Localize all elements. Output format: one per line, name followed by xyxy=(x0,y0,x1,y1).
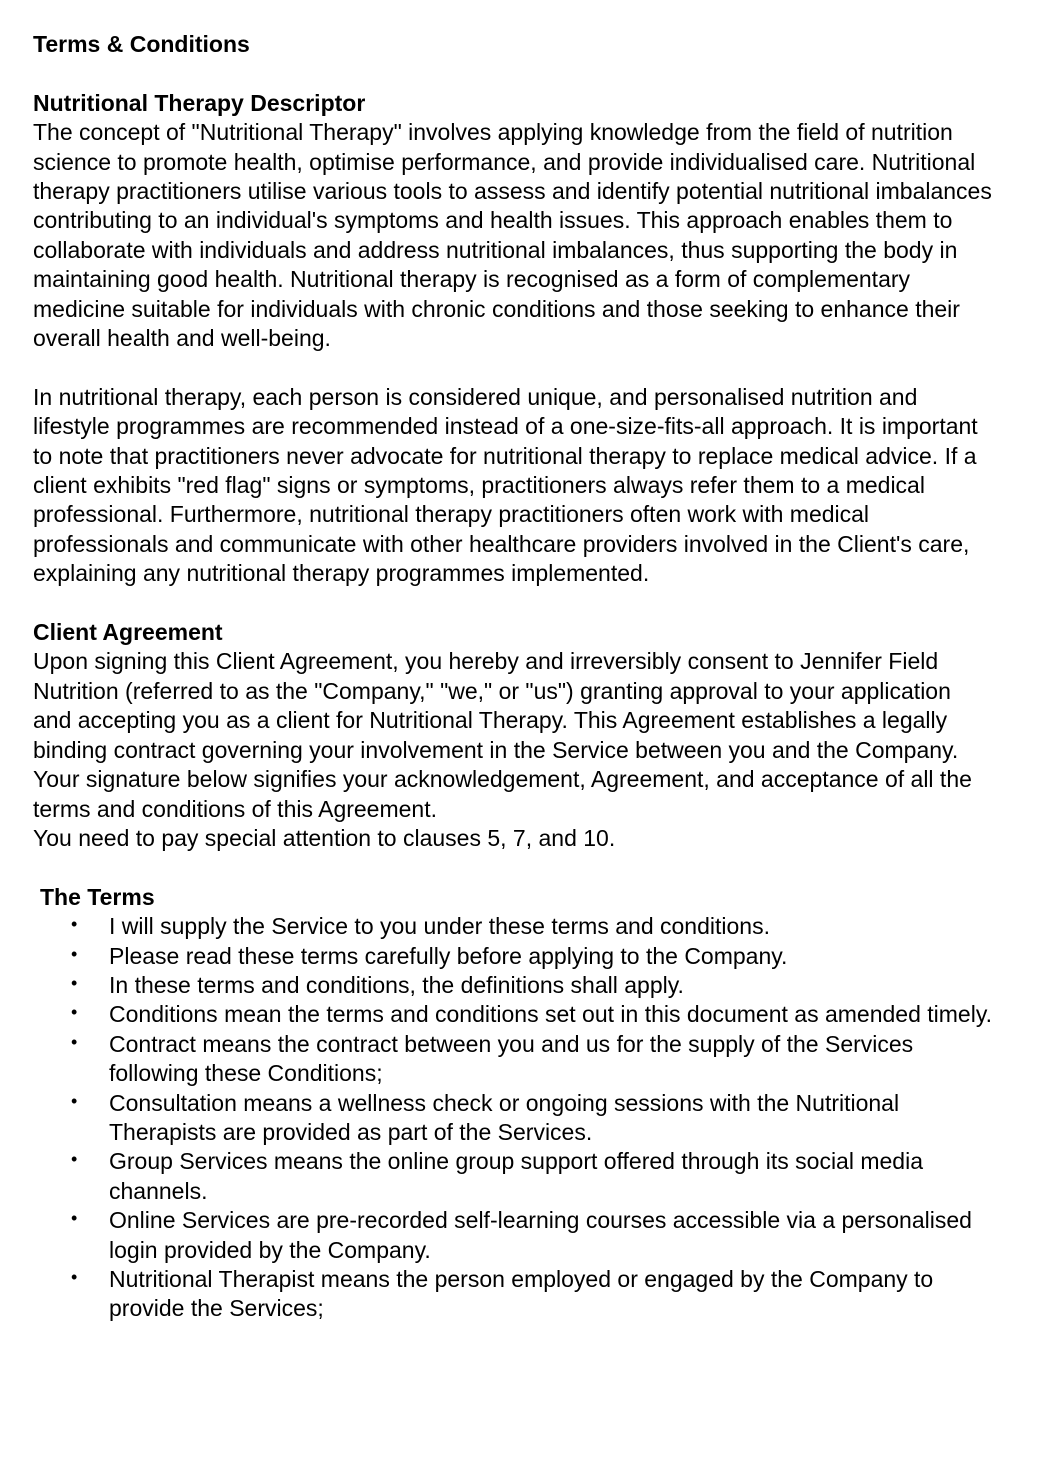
list-item xyxy=(33,1265,993,1324)
list-item-text: Contract means the contract between you and us for the supply of the Services following these Conditions; xyxy=(109,1030,914,1087)
list-item xyxy=(33,1000,993,1029)
document-title: Terms & Conditions xyxy=(33,31,250,57)
bullet-icon: • xyxy=(71,1208,78,1229)
list-item xyxy=(33,912,993,941)
nutritional-therapy-heading: Nutritional Therapy Descriptor xyxy=(33,89,366,116)
terms-heading: The Terms xyxy=(40,883,155,910)
spacer xyxy=(33,59,993,88)
list-item xyxy=(33,1030,993,1089)
bullet-icon: • xyxy=(71,1031,78,1052)
list-item-text: Consultation means a wellness check or ongoing sessions with the Nutritional Therapists are provided as part of the Services. xyxy=(109,1089,900,1145)
list-item-text: Please read these terms carefully before applying to the Company. xyxy=(109,942,788,969)
list-item xyxy=(33,1147,993,1206)
list-item-text: Conditions mean the terms and conditions set out in this document as amended timely. xyxy=(109,1001,992,1028)
client-agreement-heading: Client Agreement xyxy=(33,619,223,646)
list-item-text: Online Services are pre-recorded self-learning courses accessible via a personalised login provided by the Company. xyxy=(109,1207,972,1263)
spacer xyxy=(33,853,993,882)
list-item xyxy=(33,942,993,971)
list-item-text: I will supply the Service to you under these terms and conditions. xyxy=(109,913,770,940)
spacer xyxy=(33,353,993,382)
list-item xyxy=(33,971,993,1000)
nutritional-therapy-paragraph-1: The concept of "Nutritional Therapy" involves applying knowledge from the field of nutrition science to promote health, optimise performance, and provide individualised care. Nutritional therapy practitioners utilise various tools to assess and identify potential nutritional imbalances contributing to an individual's symptoms and health issues. This approach enables them to collaborate with individuals and address nutritional imbalances, thus supporting the body in maintaining good health. Nutritional therapy is recognised as a form of complementary medicine suitable for individuals with chronic conditions and those seeking to enhance their overall health and well-being. xyxy=(33,119,992,352)
list-item xyxy=(33,1089,993,1148)
bullet-icon: • xyxy=(71,1002,78,1023)
bullet-icon: • xyxy=(71,1090,78,1111)
spacer xyxy=(33,589,993,618)
bullet-icon: • xyxy=(71,1149,78,1170)
bullet-icon: • xyxy=(71,914,78,935)
client-agreement-paragraph-1: Upon signing this Client Agreement, you hereby and irreversibly consent to Jennifer Field Nutrition (referred to as the "Company," "we," or "us") granting approval to your application and accepting you as a client for Nutritional Therapy. This Agreement establishes a legally binding contract governing your involvement in the Service between you and the Company. Your signature below signifies your acknowledgement, Agreement, and acceptance of all the terms and conditions of this Agreement. xyxy=(33,648,972,822)
bullet-icon: • xyxy=(71,1267,78,1287)
terms-list xyxy=(33,912,993,1324)
nutritional-therapy-paragraph-2: In nutritional therapy, each person is considered unique, and personalised nutrition and lifestyle programmes are recommended instead of a one-size-fits-all approach. It is important to note that practitioners never advocate for nutritional therapy to replace medical advice. If a client exhibits "red flag" signs or symptoms, practitioners always refer them to a medical professional. Furthermore, nutritional therapy practitioners often work with medical professionals and communicate with other healthcare providers involved in the Client's care, explaining any nutritional therapy programmes implemented. xyxy=(33,383,978,587)
list-item xyxy=(33,1206,993,1265)
bullet-icon: • xyxy=(71,972,78,993)
list-item-text: Nutritional Therapist means the person employed or engaged by the Company to provide the Services; xyxy=(109,1266,934,1322)
client-agreement-paragraph-2: You need to pay special attention to clauses 5, 7, and 10. xyxy=(33,824,616,851)
list-item-text: In these terms and conditions, the definitions shall apply. xyxy=(109,971,684,998)
bullet-icon: • xyxy=(71,943,78,964)
list-item-text: Group Services means the online group support offered through its social media channels. xyxy=(109,1148,923,1204)
